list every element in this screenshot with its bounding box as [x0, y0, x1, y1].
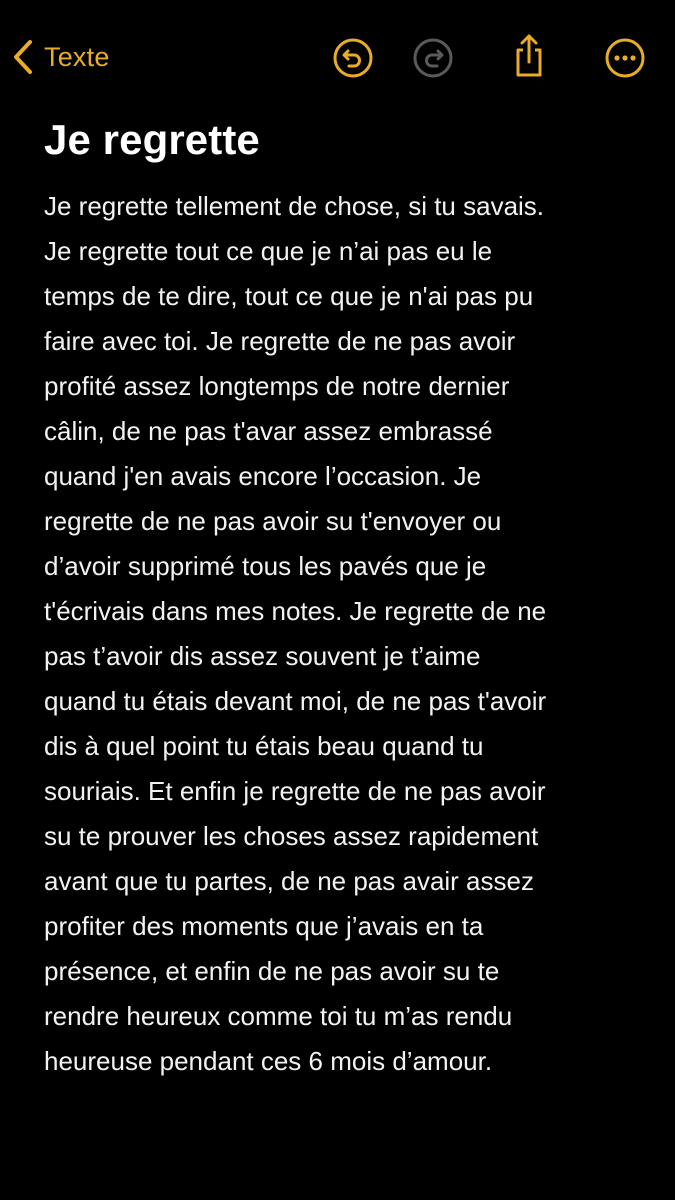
note-line: rendre heureux comme toi tu m’as rendu	[44, 1001, 513, 1031]
note-line: su te prouver les choses assez rapidement	[44, 821, 539, 851]
redo-button[interactable]	[412, 37, 454, 79]
note-line: t'écrivais dans mes notes. Je regrette de ne	[44, 596, 547, 626]
note-line: profiter des moments que j’avais en ta	[44, 911, 484, 941]
note-editor[interactable]	[44, 112, 644, 1084]
back-button[interactable]	[12, 36, 110, 78]
share-icon	[508, 33, 550, 79]
note-line: quand tu étais devant moi, de ne pas t'avoir	[44, 686, 547, 716]
note-line: d’avoir supprimé tous les pavés que je	[44, 551, 487, 581]
note-line: quand j'en avais encore l’occasion. Je	[44, 461, 482, 491]
more-button[interactable]	[604, 37, 646, 79]
undo-icon	[332, 37, 374, 79]
note-line: Je regrette tout ce que je n’ai pas eu le	[44, 236, 493, 266]
note-body[interactable]	[44, 184, 644, 1084]
chevron-left-icon	[12, 39, 34, 75]
note-line: souriais. Et enfin je regrette de ne pas avoir	[44, 776, 546, 806]
note-line: pas t’avoir dis assez souvent je t’aime	[44, 641, 481, 671]
note-line: dis à quel point tu étais beau quand tu	[44, 731, 484, 761]
note-line: heureuse pendant ces 6 mois d’amour.	[44, 1046, 493, 1076]
note-line: regrette de ne pas avoir su t'envoyer ou	[44, 506, 502, 536]
back-label: Texte	[44, 41, 110, 72]
note-title[interactable]: Je regrette	[44, 116, 260, 163]
redo-icon	[412, 37, 454, 79]
note-line: Je regrette tellement de chose, si tu savais.	[44, 191, 545, 221]
more-icon	[604, 37, 646, 79]
note-line: temps de te dire, tout ce que je n'ai pas pu	[44, 281, 534, 311]
toolbar	[0, 0, 675, 110]
note-line: présence, et enfin de ne pas avoir su te	[44, 956, 500, 986]
note-line: faire avec toi. Je regrette de ne pas avoir	[44, 326, 516, 356]
note-line: câlin, de ne pas t'avar assez embrassé	[44, 416, 493, 446]
note-line: profité assez longtemps de notre dernier	[44, 371, 510, 401]
note-line: avant que tu partes, de ne pas avair assez	[44, 866, 534, 896]
undo-button[interactable]	[332, 37, 374, 79]
share-button[interactable]	[508, 33, 550, 75]
